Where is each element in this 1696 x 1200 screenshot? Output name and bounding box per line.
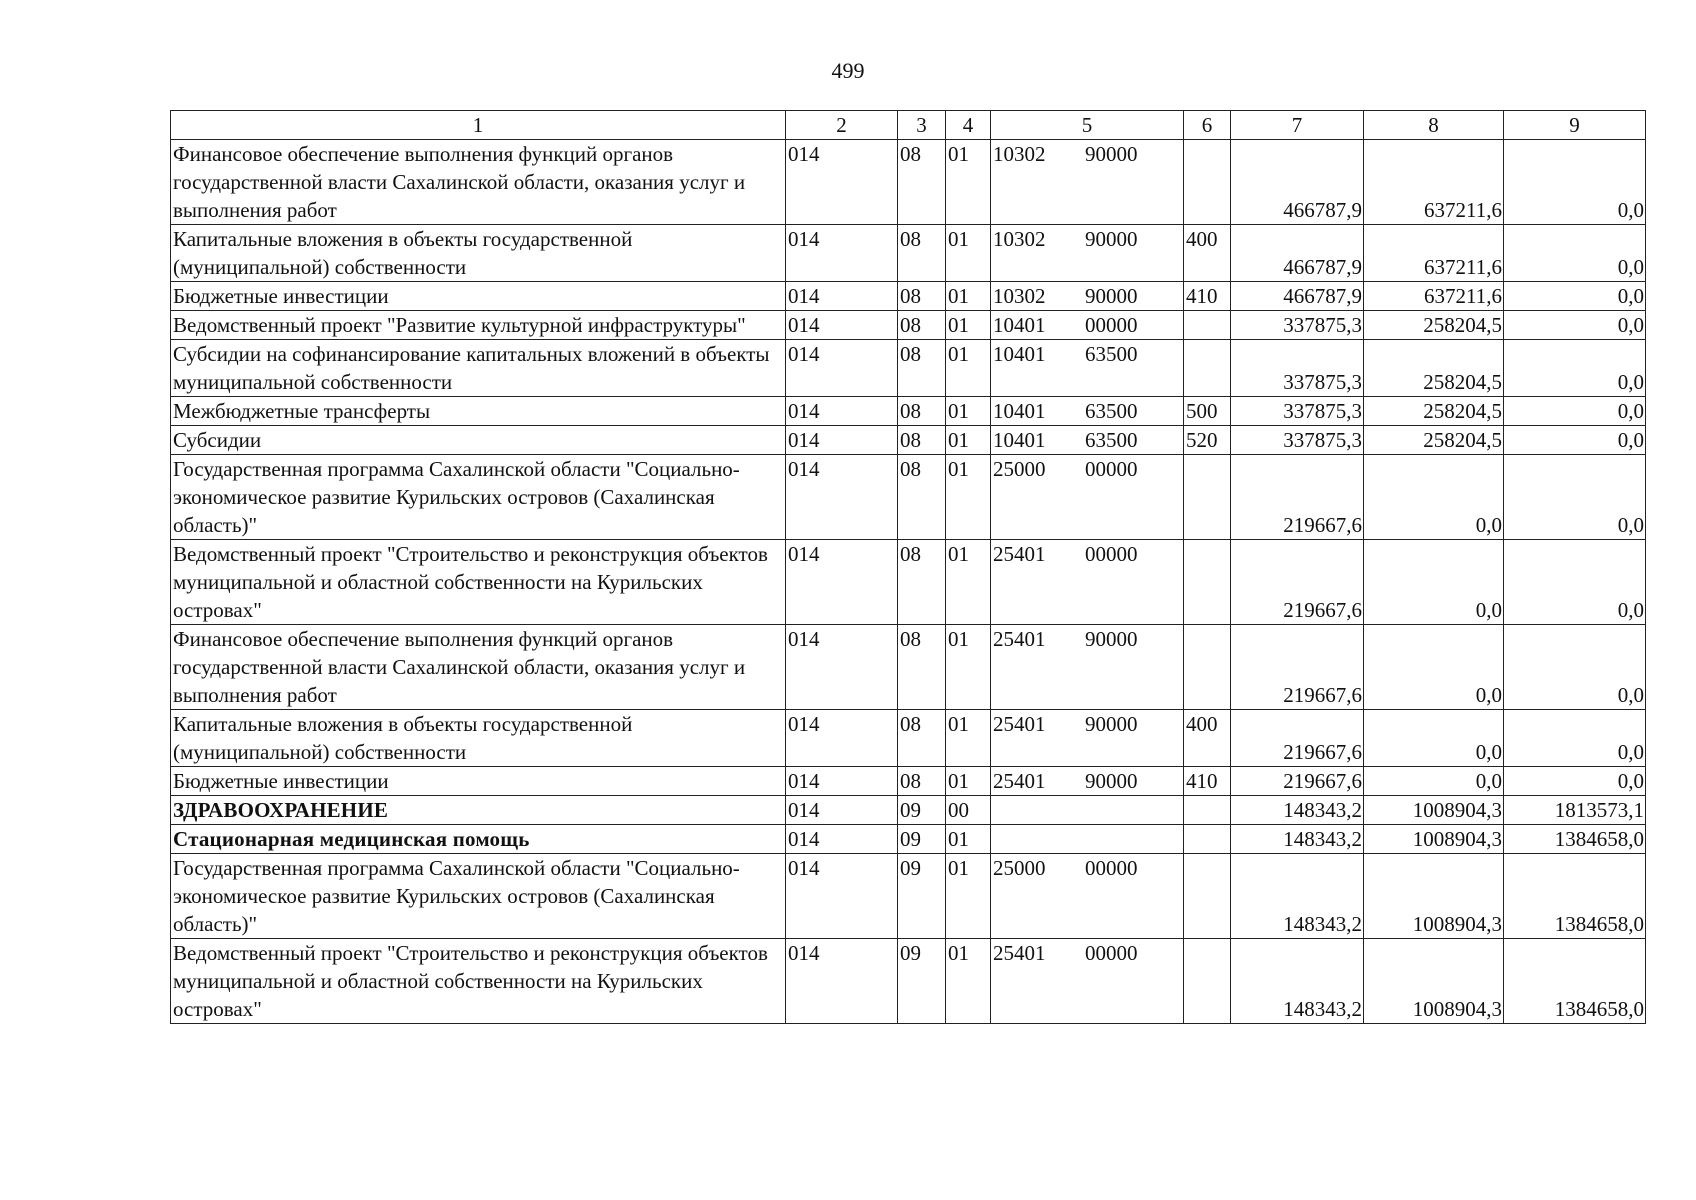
row-amount-col7: 466787,9 [1231,225,1364,282]
row-amount-col7: 219667,6 [1231,540,1364,625]
row-name: Ведомственный проект "Строительство и реконструкция объектов муниципальной и областной собственности на Курильских островах" [171,939,786,1024]
row-amount-col7: 337875,3 [1231,397,1364,426]
target-article-program: 10302 [993,227,1046,251]
row-code-target-article [991,710,1184,767]
row-amount-col9: 1384658,0 [1504,939,1646,1024]
row-name: Межбюджетные трансферты [171,397,786,426]
row-amount-col9: 1813573,1 [1504,796,1646,825]
column-header: 7 [1231,111,1364,140]
row-code-ministry: 014 [786,625,898,710]
row-amount-col8: 637211,6 [1364,140,1504,225]
row-amount-col7: 337875,3 [1231,340,1364,397]
row-amount-col7: 466787,9 [1231,140,1364,225]
row-name: Государственная программа Сахалинской области "Социально-экономическое развитие Курильских островов (Сахалинская область)" [171,455,786,540]
row-code-subsection: 01 [946,397,991,426]
row-code-subsection: 01 [946,225,991,282]
table-row [171,939,1646,1024]
row-code-subsection: 01 [946,540,991,625]
row-code-target-article [991,825,1184,854]
row-code-target-article [991,282,1184,311]
row-amount-col8: 0,0 [1364,625,1504,710]
page-number: 499 [831,58,865,83]
target-article-program: 25401 [993,769,1046,793]
row-code-section: 08 [898,140,946,225]
row-code-ministry: 014 [786,540,898,625]
row-amount-col9: 0,0 [1504,710,1646,767]
row-code-ministry: 014 [786,825,898,854]
row-code-expense-type: 400 [1184,710,1231,767]
row-code-expense-type [1184,625,1231,710]
target-article-program: 25000 [993,457,1046,481]
row-amount-col9: 0,0 [1504,540,1646,625]
column-header: 1 [171,111,786,140]
table-row [171,140,1646,225]
row-code-subsection: 01 [946,767,991,796]
row-code-expense-type: 520 [1184,426,1231,455]
row-code-expense-type [1184,140,1231,225]
row-code-section: 08 [898,710,946,767]
target-article-program: 10401 [993,399,1046,423]
target-article-program: 10401 [993,342,1046,366]
row-code-subsection: 00 [946,796,991,825]
row-code-section: 08 [898,767,946,796]
row-amount-col7: 219667,6 [1231,767,1364,796]
row-code-target-article [991,455,1184,540]
row-code-expense-type [1184,540,1231,625]
row-code-expense-type: 500 [1184,397,1231,426]
target-article-direction: 90000 [1085,712,1138,736]
target-article-program: 25401 [993,627,1046,651]
row-amount-col9: 1384658,0 [1504,825,1646,854]
column-header: 4 [946,111,991,140]
row-code-section: 08 [898,540,946,625]
table-row [171,710,1646,767]
table-row [171,854,1646,939]
row-amount-col8: 637211,6 [1364,225,1504,282]
row-amount-col8: 0,0 [1364,455,1504,540]
row-amount-col8: 1008904,3 [1364,796,1504,825]
target-article-direction: 00000 [1085,457,1138,481]
row-amount-col9: 0,0 [1504,282,1646,311]
row-name: ЗДРАВООХРАНЕНИЕ [171,796,786,825]
row-code-subsection: 01 [946,939,991,1024]
row-name: Субсидии [171,426,786,455]
row-code-target-article [991,225,1184,282]
row-code-subsection: 01 [946,340,991,397]
row-code-ministry: 014 [786,225,898,282]
target-article-program: 25401 [993,542,1046,566]
table-row [171,796,1646,825]
target-article-program: 25000 [993,856,1046,880]
target-article-direction: 63500 [1085,342,1138,366]
row-amount-col7: 337875,3 [1231,426,1364,455]
row-code-ministry: 014 [786,311,898,340]
column-header: 8 [1364,111,1504,140]
row-amount-col7: 148343,2 [1231,825,1364,854]
target-article-direction: 00000 [1085,856,1138,880]
row-code-subsection: 01 [946,710,991,767]
target-article-direction: 90000 [1085,142,1138,166]
table-body [171,140,1646,1024]
row-name: Финансовое обеспечение выполнения функций органов государственной власти Сахалинской области, оказания услуг и выполнения работ [171,625,786,710]
budget-table [170,110,1646,1024]
row-code-section: 09 [898,825,946,854]
row-amount-col9: 0,0 [1504,767,1646,796]
row-amount-col8: 1008904,3 [1364,939,1504,1024]
header-row [171,111,1646,140]
row-amount-col8: 0,0 [1364,767,1504,796]
row-amount-col9: 0,0 [1504,140,1646,225]
row-code-subsection: 01 [946,854,991,939]
row-code-section: 09 [898,939,946,1024]
row-code-subsection: 01 [946,426,991,455]
table-row [171,825,1646,854]
row-code-subsection: 01 [946,140,991,225]
table-row [171,282,1646,311]
column-header: 6 [1184,111,1231,140]
row-code-ministry: 014 [786,455,898,540]
row-amount-col9: 0,0 [1504,426,1646,455]
row-amount-col9: 0,0 [1504,340,1646,397]
row-code-subsection: 01 [946,311,991,340]
row-code-section: 08 [898,426,946,455]
row-amount-col9: 0,0 [1504,311,1646,340]
target-article-program: 10302 [993,284,1046,308]
row-code-subsection: 01 [946,825,991,854]
row-amount-col7: 148343,2 [1231,854,1364,939]
target-article-direction: 63500 [1085,428,1138,452]
row-name: Капитальные вложения в объекты государственной (муниципальной) собственности [171,710,786,767]
row-code-target-article [991,397,1184,426]
row-code-target-article [991,340,1184,397]
table-row [171,340,1646,397]
row-code-section: 08 [898,311,946,340]
row-code-ministry: 014 [786,710,898,767]
row-code-target-article [991,426,1184,455]
row-code-expense-type [1184,455,1231,540]
row-code-section: 09 [898,796,946,825]
table-row [171,397,1646,426]
row-code-ministry: 014 [786,426,898,455]
target-article-program: 10302 [993,142,1046,166]
row-amount-col8: 1008904,3 [1364,854,1504,939]
row-code-expense-type [1184,939,1231,1024]
row-code-ministry: 014 [786,340,898,397]
column-header: 2 [786,111,898,140]
row-code-target-article [991,625,1184,710]
row-code-section: 08 [898,397,946,426]
row-code-expense-type [1184,311,1231,340]
row-name: Стационарная медицинская помощь [171,825,786,854]
table-row [171,225,1646,282]
target-article-direction: 90000 [1085,769,1138,793]
row-code-subsection: 01 [946,282,991,311]
row-code-section: 09 [898,854,946,939]
table-row [171,426,1646,455]
row-amount-col9: 0,0 [1504,625,1646,710]
row-code-ministry: 014 [786,282,898,311]
row-amount-col7: 219667,6 [1231,710,1364,767]
row-code-target-article [991,939,1184,1024]
row-code-target-article [991,311,1184,340]
target-article-direction: 90000 [1085,627,1138,651]
row-code-ministry: 014 [786,939,898,1024]
row-code-expense-type: 410 [1184,282,1231,311]
row-amount-col8: 0,0 [1364,710,1504,767]
row-code-target-article [991,796,1184,825]
row-code-ministry: 014 [786,140,898,225]
row-name: Государственная программа Сахалинской области "Социально-экономическое развитие Курильских островов (Сахалинская область)" [171,854,786,939]
row-name: Субсидии на софинансирование капитальных вложений в объекты муниципальной собственности [171,340,786,397]
target-article-direction: 63500 [1085,399,1138,423]
row-amount-col7: 148343,2 [1231,796,1364,825]
row-amount-col8: 258204,5 [1364,397,1504,426]
row-amount-col8: 1008904,3 [1364,825,1504,854]
row-amount-col7: 148343,2 [1231,939,1364,1024]
row-name: Бюджетные инвестиции [171,282,786,311]
row-amount-col7: 337875,3 [1231,311,1364,340]
row-code-section: 08 [898,455,946,540]
column-header: 3 [898,111,946,140]
row-code-ministry: 014 [786,796,898,825]
row-code-section: 08 [898,225,946,282]
row-name: Бюджетные инвестиции [171,767,786,796]
target-article-direction: 00000 [1085,313,1138,337]
row-code-expense-type: 400 [1184,225,1231,282]
row-name: Капитальные вложения в объекты государственной (муниципальной) собственности [171,225,786,282]
row-code-target-article [991,767,1184,796]
row-amount-col9: 0,0 [1504,225,1646,282]
row-amount-col7: 219667,6 [1231,455,1364,540]
target-article-direction: 00000 [1085,941,1138,965]
row-amount-col9: 0,0 [1504,397,1646,426]
row-code-section: 08 [898,282,946,311]
row-code-target-article [991,854,1184,939]
target-article-program: 10401 [993,428,1046,452]
table-row [171,311,1646,340]
row-name: Финансовое обеспечение выполнения функций органов государственной власти Сахалинской области, оказания услуг и выполнения работ [171,140,786,225]
table-row [171,540,1646,625]
target-article-direction: 90000 [1085,227,1138,251]
row-name: Ведомственный проект "Развитие культурной инфраструктуры" [171,311,786,340]
row-code-expense-type [1184,825,1231,854]
row-name: Ведомственный проект "Строительство и реконструкция объектов муниципальной и областной собственности на Курильских островах" [171,540,786,625]
row-amount-col8: 258204,5 [1364,340,1504,397]
row-amount-col8: 258204,5 [1364,426,1504,455]
row-amount-col8: 258204,5 [1364,311,1504,340]
target-article-program: 10401 [993,313,1046,337]
row-code-ministry: 014 [786,854,898,939]
column-header: 5 [991,111,1184,140]
row-code-section: 08 [898,340,946,397]
target-article-program: 25401 [993,712,1046,736]
row-amount-col7: 466787,9 [1231,282,1364,311]
row-amount-col7: 219667,6 [1231,625,1364,710]
row-code-target-article [991,540,1184,625]
row-amount-col9: 0,0 [1504,455,1646,540]
row-code-subsection: 01 [946,455,991,540]
target-article-program: 25401 [993,941,1046,965]
table-row [171,455,1646,540]
table-row [171,625,1646,710]
target-article-direction: 90000 [1085,284,1138,308]
row-amount-col8: 637211,6 [1364,282,1504,311]
column-header: 9 [1504,111,1646,140]
row-code-expense-type: 410 [1184,767,1231,796]
row-code-ministry: 014 [786,767,898,796]
row-code-expense-type [1184,854,1231,939]
row-code-target-article [991,140,1184,225]
row-code-subsection: 01 [946,625,991,710]
row-code-expense-type [1184,796,1231,825]
row-code-expense-type [1184,340,1231,397]
table-row [171,767,1646,796]
row-amount-col8: 0,0 [1364,540,1504,625]
row-code-ministry: 014 [786,397,898,426]
row-amount-col9: 1384658,0 [1504,854,1646,939]
row-code-section: 08 [898,625,946,710]
target-article-direction: 00000 [1085,542,1138,566]
